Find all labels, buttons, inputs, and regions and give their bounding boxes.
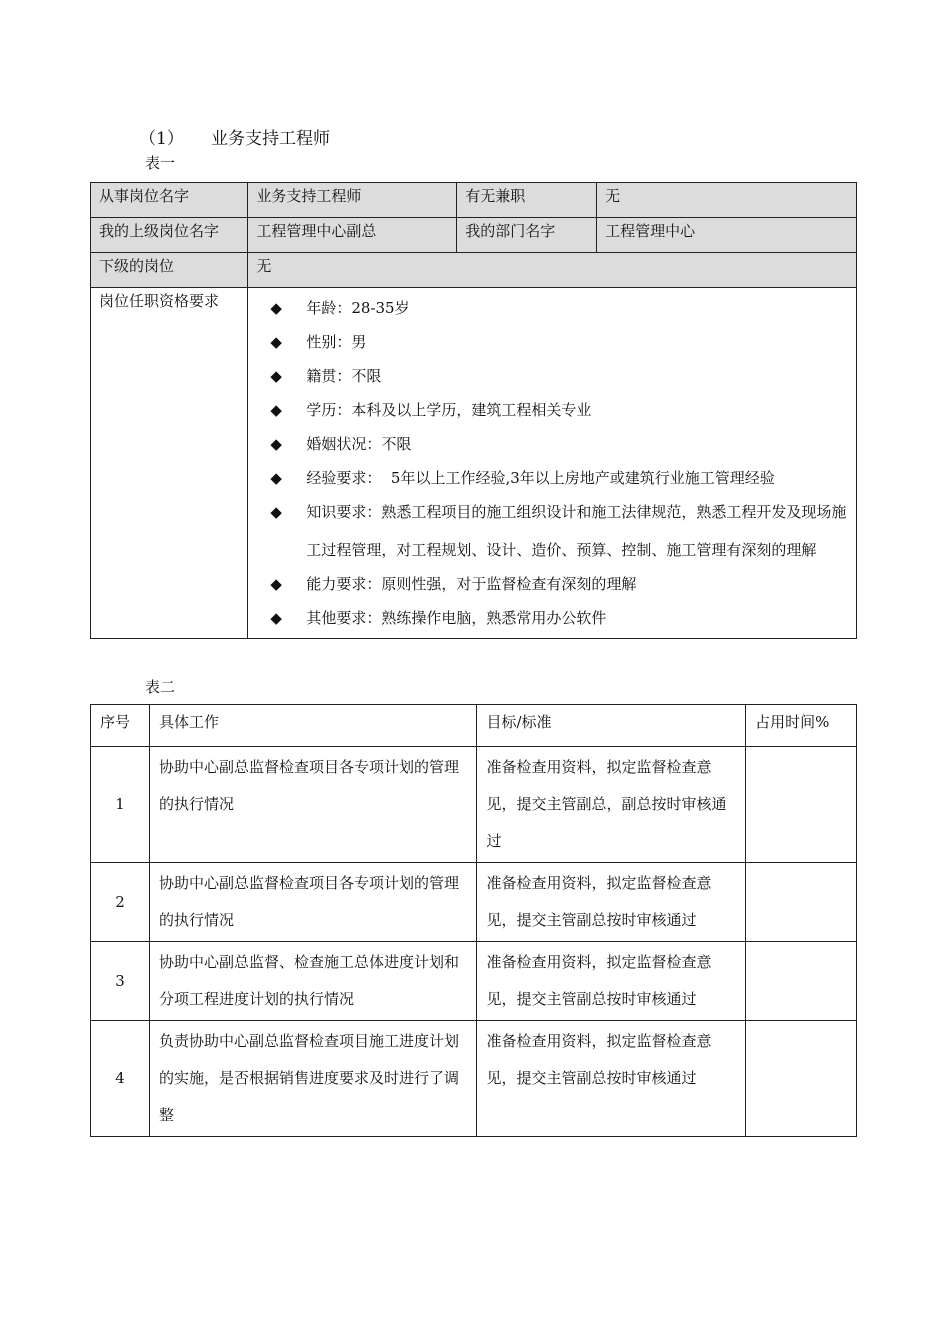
diamond-bullet-icon: ◆: [270, 608, 282, 627]
work-cell: 协助中心副总监督检查项目各专项计划的管理的执行情况: [149, 863, 477, 942]
table-cell: 我的上级岗位名字: [91, 218, 248, 253]
work-cell: 协助中心副总监督检查项目各专项计划的管理的执行情况: [149, 747, 477, 863]
list-item: [270, 494, 848, 569]
qualifications-label: 岗位任职资格要求: [91, 288, 248, 639]
qualification-text: 知识要求：熟悉工程项目的施工组织设计和施工法律规范，熟悉工程开发及现场施工过程管理，对工程规划、设计、造价、预算、控制、施工管理有深刻的理解: [306, 503, 847, 559]
work-cell: 负责协助中心副总监督检查项目施工进度计划的实施，是否根据销售进度要求及时进行了调整: [149, 1021, 477, 1137]
time-cell: [746, 942, 857, 1021]
table-row: [91, 863, 857, 942]
qualifications-list: [256, 288, 848, 638]
list-item: [270, 392, 848, 430]
row-number: 3: [91, 942, 150, 1021]
table-row: [91, 183, 857, 218]
diamond-bullet-icon: ◆: [270, 503, 282, 521]
table-header-row: [91, 705, 857, 747]
table2-caption: 表二: [145, 678, 176, 696]
table-row: [91, 942, 857, 1021]
position-info-table: [90, 182, 857, 639]
target-cell: 准备检查用资料，拟定监督检查意见，提交主管副总按时审核通过: [477, 863, 746, 942]
table-row: [91, 1021, 857, 1137]
target-cell: 准备检查用资料，拟定监督检查意见，提交主管副总按时审核通过: [477, 1021, 746, 1137]
section-number: （1）: [139, 129, 184, 149]
qualifications-row: [91, 288, 857, 639]
target-cell: 准备检查用资料，拟定监督检查意见，提交主管副总，副总按时审核通过: [477, 747, 746, 863]
list-item: [270, 290, 848, 328]
table-row: [91, 253, 857, 288]
table-cell: 工程管理中心副总: [248, 218, 457, 253]
row-number: 2: [91, 863, 150, 942]
duties-table: [90, 704, 857, 1137]
diamond-bullet-icon: ◆: [270, 333, 282, 351]
table-cell: 有无兼职: [457, 183, 597, 218]
time-cell: [746, 863, 857, 942]
qualification-text: 能力要求：原则性强，对于监督检查有深刻的理解: [306, 574, 637, 593]
table-cell: 无: [597, 183, 857, 218]
table-row: [91, 218, 857, 253]
table1-caption: 表一: [145, 154, 176, 172]
section-title: 业务支持工程师: [211, 129, 330, 149]
row-number: 4: [91, 1021, 150, 1137]
qualification-text: 其他要求：熟练操作电脑，熟悉常用办公软件: [306, 608, 607, 627]
row-number: 1: [91, 747, 150, 863]
qualification-text: 婚姻状况：不限: [306, 435, 412, 453]
list-item: [270, 600, 848, 638]
section-heading: [139, 124, 330, 149]
qualification-text: 学历：本科及以上学历，建筑工程相关专业: [306, 401, 592, 419]
column-header: 目标/标准: [477, 705, 746, 747]
diamond-bullet-icon: ◆: [270, 574, 282, 593]
table-row: [91, 747, 857, 863]
column-header: 序号: [91, 705, 150, 747]
qualification-text: 年龄：28-35岁: [306, 299, 410, 317]
list-item: [270, 460, 848, 498]
qualification-text: 籍贯：不限: [306, 367, 382, 385]
list-item: [270, 324, 848, 362]
qualification-text: 经验要求： 5年以上工作经验,3年以上房地产或建筑行业施工管理经验: [306, 469, 775, 487]
column-header: 具体工作: [149, 705, 477, 747]
diamond-bullet-icon: ◆: [270, 469, 282, 487]
diamond-bullet-icon: ◆: [270, 435, 282, 453]
list-item: [270, 566, 848, 604]
list-item: [270, 358, 848, 396]
time-cell: [746, 1021, 857, 1137]
table-cell: 下级的岗位: [91, 253, 248, 288]
diamond-bullet-icon: ◆: [270, 401, 282, 419]
target-cell: 准备检查用资料，拟定监督检查意见，提交主管副总按时审核通过: [477, 942, 746, 1021]
work-cell: 协助中心副总监督、检查施工总体进度计划和分项工程进度计划的执行情况: [149, 942, 477, 1021]
table-cell: 无: [248, 253, 857, 288]
qualifications-cell: [248, 288, 857, 639]
diamond-bullet-icon: ◆: [270, 299, 282, 317]
table-cell: 业务支持工程师: [248, 183, 457, 218]
table-cell: 从事岗位名字: [91, 183, 248, 218]
list-item: [270, 426, 848, 464]
qualification-text: 性别：男: [306, 333, 367, 351]
column-header: 占用时间%: [746, 705, 857, 747]
diamond-bullet-icon: ◆: [270, 367, 282, 385]
table-cell: 工程管理中心: [597, 218, 857, 253]
table-cell: 我的部门名字: [457, 218, 597, 253]
time-cell: [746, 747, 857, 863]
